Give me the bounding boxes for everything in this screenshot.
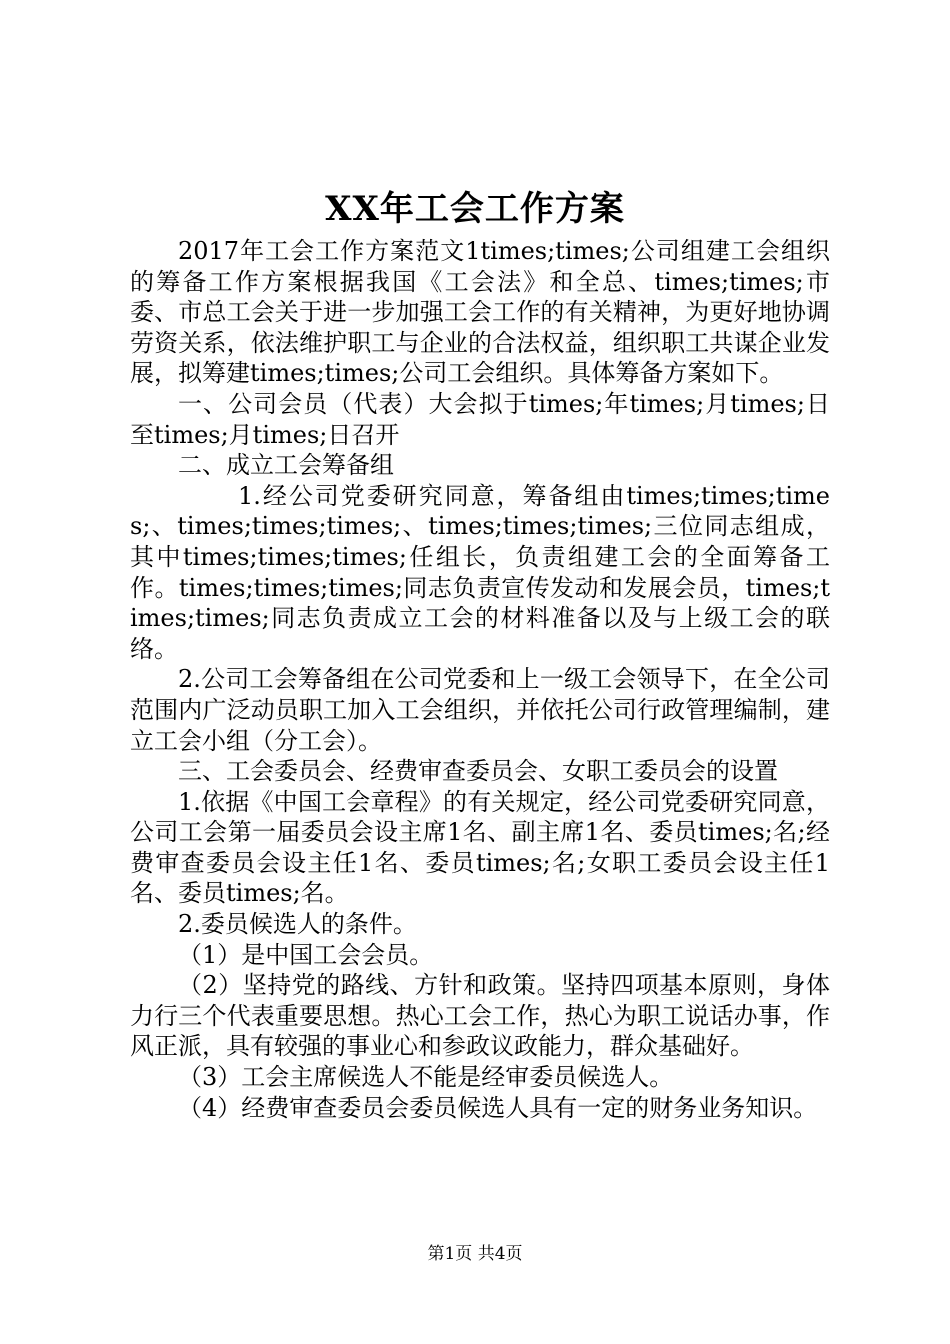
paragraph-section-1: 一、公司会员（代表）大会拟于times;年times;月times;日至times;月times;日召开 <box>130 389 830 449</box>
paragraph-condition-4: （4）经费审查委员会委员候选人具有一定的财务业务知识。 <box>178 1093 818 1122</box>
document-body <box>130 236 830 1123</box>
paragraph-intro: 2017年工会工作方案范文1times;times;公司组建工会组织的筹备工作方案根据我国《工会法》和全总、times;times;市委、市总工会关于进一步加强工会工作的有关精神，为更好地协调劳资关系，依法维护职工与企业的合法权益，组织职工共谋企业发展，拟筹建times;times;公司工会组织。具体筹备方案如下。 <box>130 237 830 388</box>
paragraph-item-2-1: 1.经公司党委研究同意，筹备组由times;times;times;、times;times;times;、times;times;times;三位同志组成，其中times;times;times;任组长，负责组建工会的全面筹备工作。times;times;times;同志负责宣传发动和发展会员，times;times;times;同志负责成立工会的材料准备以及与上级工会的联络。 <box>130 481 830 663</box>
paragraph-condition-1: （1）是中国工会会员。 <box>178 940 434 969</box>
document-title: XX年工会工作方案 <box>325 189 625 229</box>
paragraph-item-3-2: 2.委员候选人的条件。 <box>178 910 417 939</box>
paragraph-section-3: 三、工会委员会、经费审查委员会、女职工委员会的设置 <box>178 757 778 786</box>
paragraph-section-2: 二、成立工会筹备组 <box>178 451 394 480</box>
page-footer: 第1页 共4页 <box>427 1244 523 1264</box>
paragraph-condition-2: （2）坚持党的路线、方针和政策。坚持四项基本原则，身体力行三个代表重要思想。热心工会工作，热心为职工说话办事，作风正派，具有较强的事业心和参政议政能力，群众基础好。 <box>130 971 830 1061</box>
paragraph-item-2-2: 2.公司工会筹备组在公司党委和上一级工会领导下，在全公司范围内广泛动员职工加入工会组织，并依托公司行政管理编制，建立工会小组（分工会）。 <box>130 665 830 755</box>
paragraph-condition-3: （3）工会主席候选人不能是经审委员候选人。 <box>178 1063 674 1092</box>
paragraph-item-3-1: 1.依据《中国工会章程》的有关规定，经公司党委研究同意，公司工会第一届委员会设主席1名、副主席1名、委员times;名;经费审查委员会设主任1名、委员times;名;女职工委员会设主任1名、委员times;名。 <box>130 787 830 908</box>
